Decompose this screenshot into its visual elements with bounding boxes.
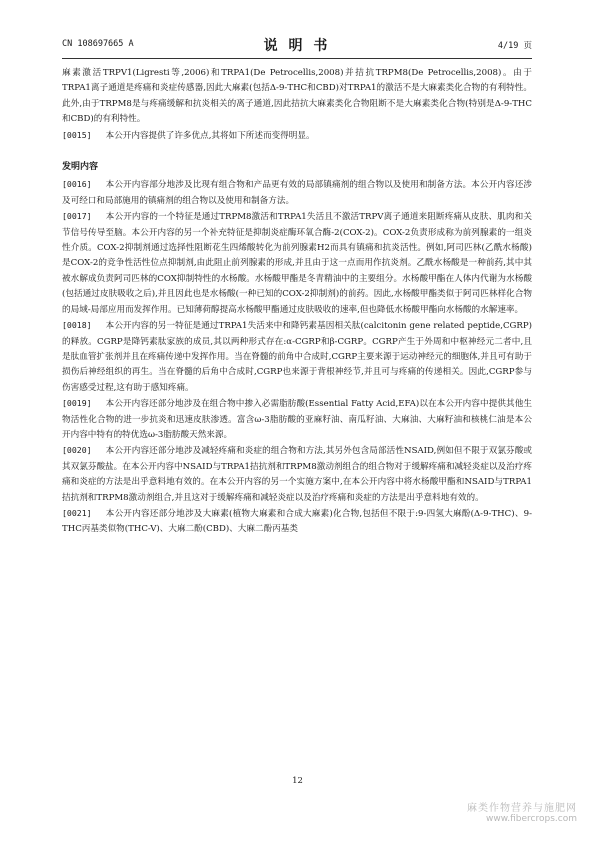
document-body [62,66,532,538]
paragraph-0017: [0017] 本公开内容的一个特征是通过TRPM8激活和TRPA1失活且不激活TRPV离子通道来阻断疼痛从皮肤、肌肉和关节信号传导至脑。本公开内容的另一个补充特征是抑制炎症酶环氧合酶-2(COX-2)。COX-2负责形成称为前列腺素的一组炎性介质。COX-2抑制剂通过选择性阻断花生四烯酸转化为前列腺素H2而具有镇痛和抗炎活性。例如,阿司匹林(乙酰水杨酸)是COX-2的竞争性活性位点抑制剂,由此阻止前列腺素的形成,并且由于这一点而用作抗炎剂。乙酰水杨酸是一种前药,其中其被水解成负责阿司匹林的COX抑制特性的水杨酸。水杨酸甲酯是冬青精油中的主要组分。水杨酸甲酯在人体内代谢为水杨酸(包括通过皮肤吸收之后),并且因此也是水杨酸(一种已知的COX-2抑制剂)的前药。因此,水杨酸甲酯类似于阿司匹林样化合物的局域-局部应用而发挥作用。已知薄荷醇提高水杨酸甲酯通过皮肤吸收的速率,但也降低水杨酸甲酯向水杨酸的水解速率。 [62,211,532,315]
watermark [467,799,577,824]
paragraph-number: [0017] [62,211,92,222]
watermark-site-name: 麻类作物营养与施肥网 [467,803,577,814]
watermark-url: www.fibercrops.com [486,814,577,824]
paragraph-0019: [0019] 本公开内容还部分地涉及在组合物中掺入必需脂肪酸(Essential Fatty Acid,EFA)以在本公开内容中提供其他生物活性化合物的进一步抗炎和迅速皮肤渗透。富含ω-3脂肪酸的亚麻籽油、南瓜籽油、大麻油、大麻籽油和核桃仁油是本公开内容中特有的特优选ω-3脂肪酸天然来源。 [62,398,532,440]
paragraph-0016: [0016] 本公开内容部分地涉及比现有组合物和产品更有效的局部镇痛剂的组合物以及使用和制备方法。本公开内容还涉及可经口和局部施用的镇痛剂的组合物以及使用和制备方法。 [62,179,532,206]
page-indicator: 4/19 页 [497,41,532,51]
paragraph-0021: [0021] 本公开内容还部分地涉及大麻素(植物大麻素和合成大麻素)化合物,包括但不限于:9-四氢大麻酚(Δ-9-THC)、9-THC丙基类似物(THC-V)、大麻二酚(CBD)、大麻二酚丙基类 [62,507,532,535]
paragraph-continued: 麻素激活TRPV1(Ligresti等,2006)和TRPA1(De Petrocellis,2008)并拮抗TRPM8(De Petrocellis,2008)。由于TRPA1离子通道是疼痛和炎症传感器,因此大麻素(包括Δ-9-THC和CBD)对TRPA1的激活不是大麻素类化合物的有利特性。此外,由于TRPM8是与疼痛缓解和抗炎相关的离子通道,因此拮抗大麻素类化合物阻断不是大麻素类化合物(特别是Δ-9-THC和CBD)的有利特性。 [62,68,532,125]
page-number: 12 [292,776,303,786]
paragraph-number: [0016] [62,179,92,190]
paragraph-number: [0015] [62,129,92,140]
paragraph-0020: [0020] 本公开内容还部分地涉及减轻疼痛和炎症的组合物和方法,其另外包含局部活性NSAID,例如但不限于双氯芬酸或其双氯芬酸盐。在本公开内容中NSAID与TRPA1拮抗剂和TRPM8激动剂组合的组合物对于缓解疼痛和减轻炎症以及治疗疼痛和炎症的方法是出乎意料地有效的。在本公开内容的另一个实施方案中,在本公开内容中将水杨酸甲酯和NSAID与TRPA1拮抗剂和TRPM8激动剂组合,并且这对于缓解疼痛和减轻炎症以及治疗疼痛和炎症的方法是出乎意料地有效的。 [62,445,532,503]
paragraph-number: [0021] [62,507,92,518]
paragraph-0015: [0015] 本公开内容提供了许多优点,其将如下所述而变得明显。 [62,129,315,141]
paragraph-number: [0018] [62,320,92,331]
paragraph-number: [0020] [62,445,92,456]
section-heading: 发明内容 [62,162,99,173]
paragraph-number: [0019] [62,398,92,409]
patent-number: CN 108697665 A [62,39,134,49]
document-title: 说 明 书 [263,38,331,54]
page-header [62,36,532,59]
paragraph-0018: [0018] 本公开内容的另一特征是通过TRPA1失活来中和降钙素基因相关肽(calcitonin gene related peptide,CGRP)的释放。CGRP是降钙素肽家族的成员,其以两种形式存在:α-CGRP和β-CGRP。CGRP产生于外周和中枢神经元二者中,且是肽血管扩张剂并且在疼痛传递中发挥作用。当在脊髓的前角中合成时,CGRP主要来源于运动神经元的细胞体,并且可有助于损伤后神经组织的再生。当在脊髓的后角中合成时,CGRP也来源于背根神经节,并且可与疼痛的传递相关。因此,CGRP参与伤害感受过程,这有助于感知疼痛。 [62,320,532,393]
